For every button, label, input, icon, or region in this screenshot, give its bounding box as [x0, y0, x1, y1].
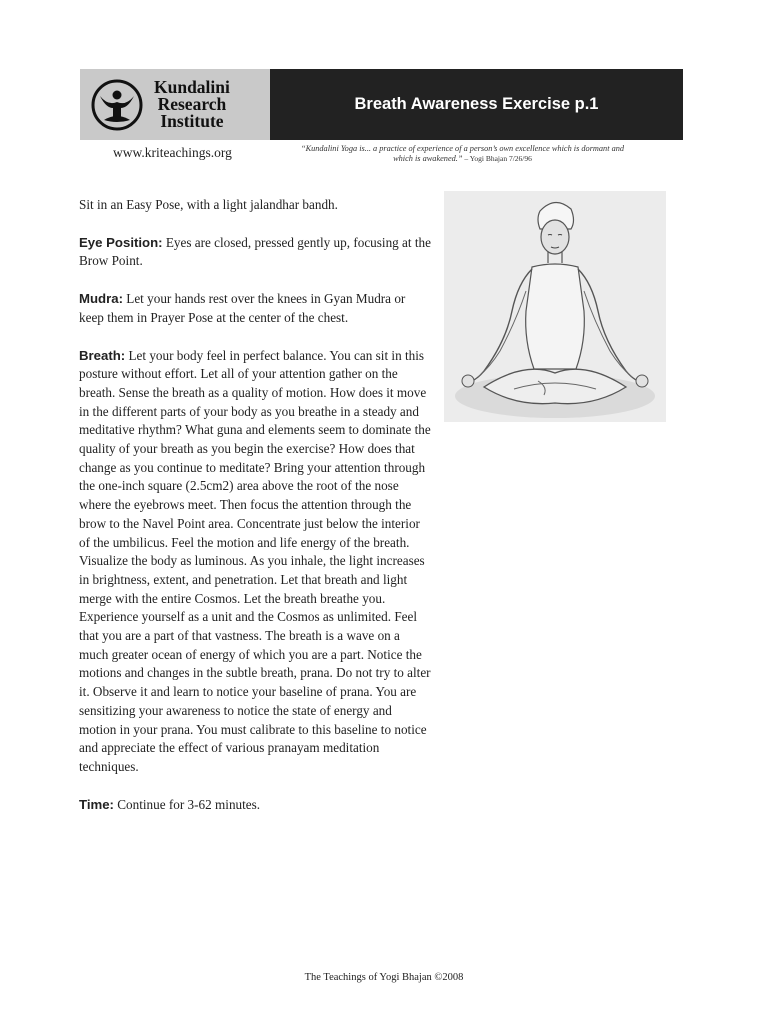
seated-meditation-figure [444, 191, 666, 422]
mudra-paragraph [79, 290, 431, 327]
website-url: www.kriteachings.org [113, 145, 232, 160]
org-name [154, 79, 230, 130]
quote-text: “Kundalini Yoga is... a practice of experience of a person’s own excellence which is dormant and which is awakened.” [300, 144, 625, 163]
quote-attribution: – Yogi Bhajan 7/26/96 [462, 154, 532, 163]
intro-paragraph: Sit in an Easy Pose, with a light jalandhar bandh. [79, 197, 338, 212]
header-banner [80, 69, 683, 140]
logo-block [80, 69, 270, 140]
eye-position-text: Eyes are closed, pressed gently up, focusing at the Brow Point. [79, 234, 431, 269]
title-bar [270, 69, 683, 140]
page-footer: The Teachings of Yogi Bhajan ©2008 [304, 972, 464, 983]
breath-label: Breath: [79, 347, 126, 363]
kri-logo-emblem-icon [90, 78, 144, 132]
time-label: Time: [79, 796, 114, 812]
time-paragraph [79, 796, 431, 815]
exercise-text [79, 196, 431, 833]
eye-position-paragraph [79, 234, 431, 271]
org-name-line: Kundalini [154, 77, 230, 97]
header-quote [300, 144, 625, 164]
eye-position-label: Eye Position: [79, 234, 163, 250]
breath-text: Let your body feel in perfect balance. You can sit in this posture without effort. Let all of your attention gather on the breath. Sense the breath as a quality of motion. How does it move in the different parts of your body as you breathe in a steady and meditative rhythm? What guna and elements seem to dominate the quality of your breath as you begin the exercise? How does that change as you continue to meditate? Bring your attention through the one-inch square (2.5cm2) area above the root of the nose where the eyebrows meet. Then focus the attention through the brow to the Navel Point area. Concentrate just below the interior of the umbilicus. Feel the motion and life energy of the breath. Visualize the body as luminous. As you inhale, the light increases in brightness, extent, and penetration. Let that breath and light merge with the entire Cosmos. Let the breath breathe you. Experience yourself as a unit and the Cosmos as unlimited. Feel that you are a part of that vastness. The breath is a wave on a much greater ocean of energy of which you are a part. Notice the motions and changes in the subtle breath, prana. Do not try to alter it. Observe it and learn to notice your baseline of prana. You are sensitizing your awareness to notice the state of energy and motion in your prana. You must calibrate to this baseline to notice and appreciate the effect of various pranayam meditation techniques. [79, 347, 431, 774]
org-name-line: Research [157, 94, 227, 114]
org-name-line: Institute [160, 111, 224, 131]
mudra-label: Mudra: [79, 291, 123, 307]
breath-paragraph [79, 347, 431, 777]
mudra-text: Let your hands rest over the knees in Gyan Mudra or keep them in Prayer Pose at the center of the chest. [79, 291, 406, 325]
time-text: Continue for 3-62 minutes. [113, 796, 261, 812]
page-title: Breath Awareness Exercise p.1 [354, 95, 599, 113]
